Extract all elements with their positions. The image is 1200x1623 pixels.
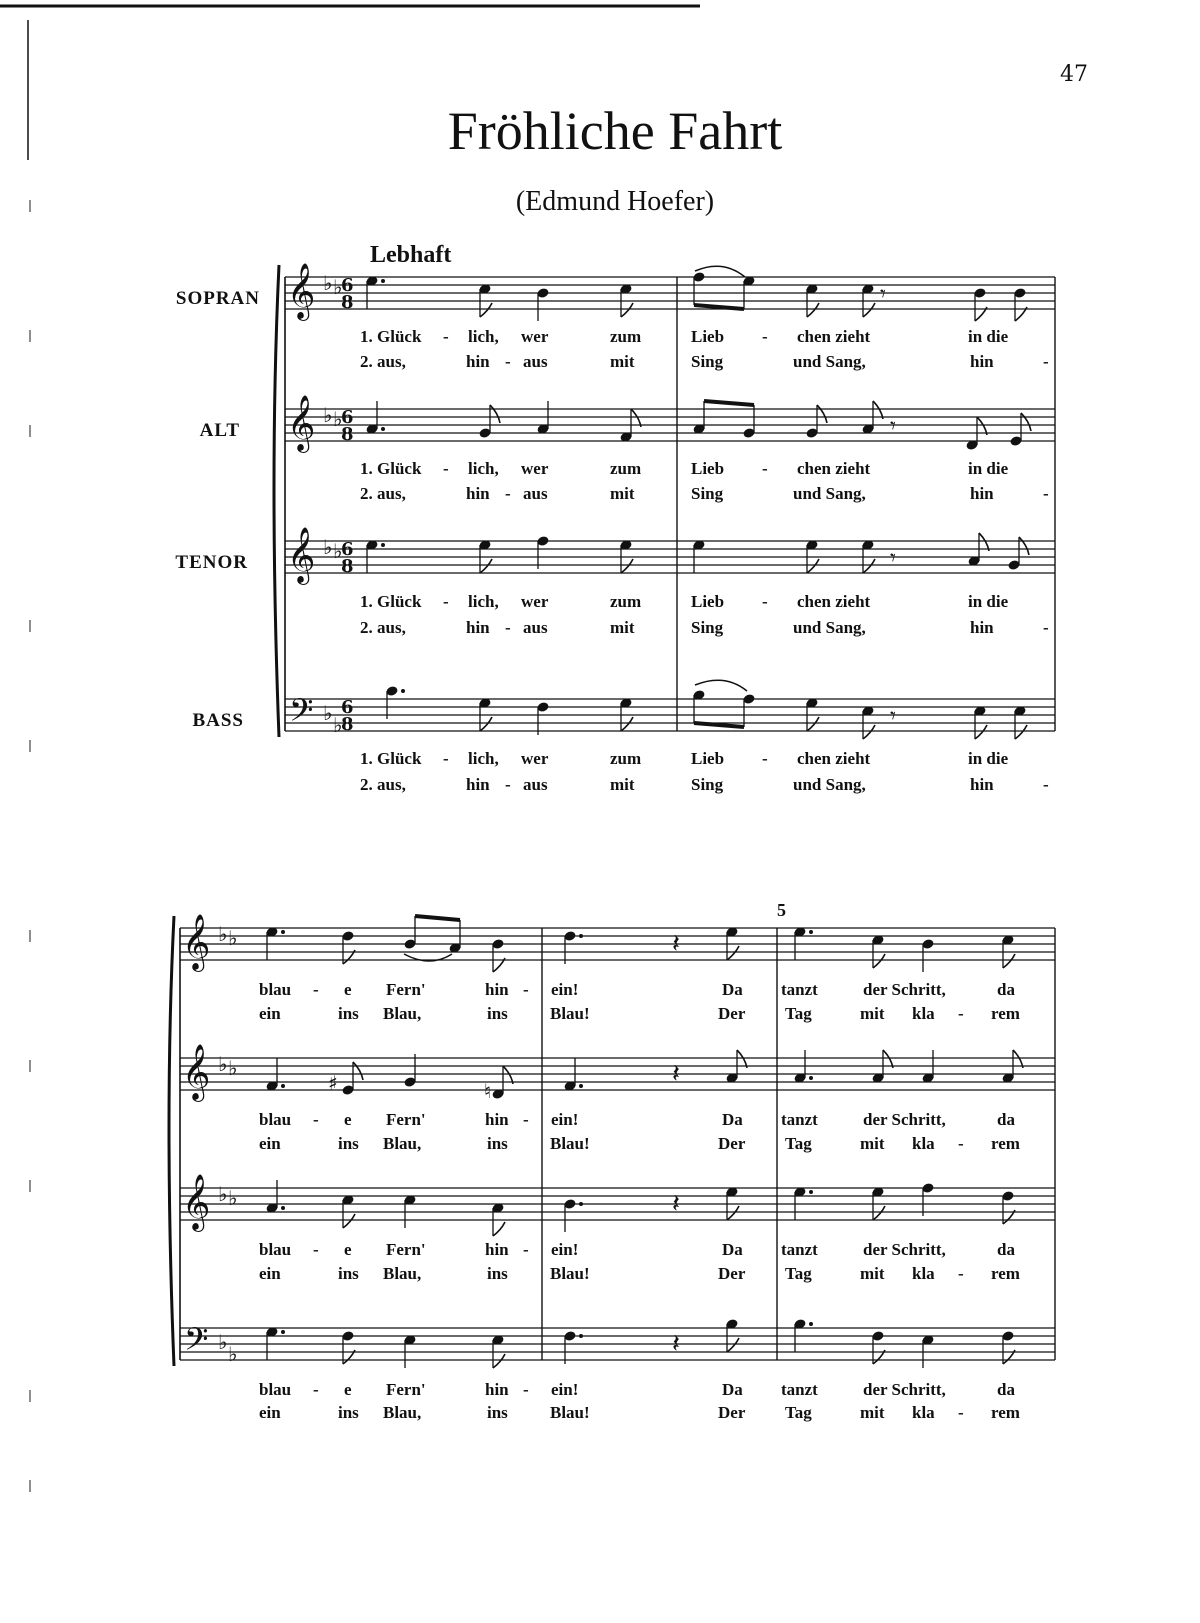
system2-alto-verse2-syllable: ins: [487, 1134, 508, 1153]
system1-tenor-verse1-syllable: Lieb: [691, 592, 725, 611]
system2-bass-verse1-syllable: -: [313, 1380, 319, 1399]
note-flag: [631, 409, 641, 427]
system2-alto-verse2-syllable: kla: [912, 1134, 935, 1153]
system1-bass-verse2-syllable: aus: [523, 775, 548, 794]
system1-alto-verse1-syllable: -: [762, 459, 768, 478]
note-flag: [807, 559, 819, 573]
system2-tenor-verse1-syllable: ein!: [551, 1240, 579, 1259]
note-dot: [281, 1206, 285, 1210]
system2-alto-verse2-syllable: mit: [860, 1134, 885, 1153]
system1-tenor-verse2-syllable: mit: [610, 618, 635, 637]
system2-tenor-verse1-syllable: blau: [259, 1240, 292, 1259]
system2-bass-verse2-syllable: Tag: [785, 1403, 812, 1422]
system2-bass-verse1-syllable: Fern': [386, 1380, 426, 1399]
note-flag: [873, 401, 883, 419]
system2-tenor-verse2-syllable: ins: [487, 1264, 508, 1283]
system1-alto-verse1-syllable: wer: [521, 459, 549, 478]
system1-bass-verse1-syllable: chen zieht: [797, 749, 871, 768]
system2-tenor-verse1-syllable: e: [344, 1240, 352, 1259]
system1-soprano-verse1-syllable: -: [762, 327, 768, 346]
system1-soprano-verse2-syllable: aus: [523, 352, 548, 371]
note-dot: [381, 543, 385, 547]
eighth-rest: 𝄾: [890, 414, 896, 439]
system2-tenor-verse1-syllable: tanzt: [781, 1240, 818, 1259]
system1-alto-verse1-syllable: in die: [968, 459, 1009, 478]
system2-tenor-verse1-syllable: Da: [722, 1240, 743, 1259]
note-flag: [979, 533, 989, 551]
system2-tenor-verse2-syllable: Blau!: [550, 1264, 590, 1283]
time-sig-bottom: 8: [341, 292, 354, 313]
system2-soprano-verse2-syllable: Der: [718, 1004, 746, 1023]
system1-alto-verse1-syllable: chen zieht: [797, 459, 871, 478]
system2-alto-verse2-syllable: Blau,: [383, 1134, 422, 1153]
system2-soprano-verse2-syllable: Tag: [785, 1004, 812, 1023]
system2-soprano-verse2-syllable: ein: [259, 1004, 281, 1023]
system2-bass-verse2-syllable: mit: [860, 1403, 885, 1422]
system1-alto-verse2-syllable: -: [1043, 484, 1049, 503]
note-flag: [480, 559, 492, 573]
system1-soprano-verse2-syllable: hin: [466, 352, 490, 371]
treble-clef-icon: 𝄞: [287, 395, 316, 451]
treble-clef-icon: 𝄞: [182, 914, 211, 970]
system1-tenor-verse2-syllable: -: [505, 618, 511, 637]
system2-bass-verse1-syllable: -: [523, 1380, 529, 1399]
system2-tenor-verse2-syllable: Tag: [785, 1264, 812, 1283]
system1-bass-verse2-syllable: -: [505, 775, 511, 794]
eighth-rest: 𝄾: [890, 704, 896, 729]
system1-alto-verse1-syllable: zum: [610, 459, 642, 478]
system2-bass-verse1-syllable: tanzt: [781, 1380, 818, 1399]
note-flag: [621, 303, 633, 317]
note-dot: [381, 279, 385, 283]
system2-soprano-verse1-syllable: e: [344, 980, 352, 999]
key-flat-icon: ♭: [228, 1186, 238, 1210]
note-flag: [737, 1050, 747, 1068]
system2-tenor-verse2-syllable: Blau,: [383, 1264, 422, 1283]
system2-tenor-verse2-syllable: kla: [912, 1264, 935, 1283]
system2-bass-verse1-syllable: Da: [722, 1380, 743, 1399]
system2-soprano-verse2-syllable: mit: [860, 1004, 885, 1023]
system1-soprano-verse1-syllable: wer: [521, 327, 549, 346]
system1-soprano-verse2-syllable: -: [505, 352, 511, 371]
system2-bass-verse1-syllable: blau: [259, 1380, 292, 1399]
note-flag: [975, 725, 987, 739]
key-flat-icon: ♭: [333, 275, 343, 299]
time-sig-top: 6: [341, 275, 354, 296]
system2-soprano-verse1-syllable: hin: [485, 980, 509, 999]
time-sig-bottom: 8: [341, 556, 354, 577]
system1-soprano-verse1-syllable: -: [443, 327, 449, 346]
system1-tenor-verse1-syllable: -: [443, 592, 449, 611]
treble-clef-icon: 𝄞: [182, 1174, 211, 1230]
key-flat-icon: ♭: [228, 926, 238, 950]
system1-bass-verse1-syllable: -: [443, 749, 449, 768]
system1-tenor-verse2-syllable: hin: [970, 618, 994, 637]
note-dot: [579, 934, 583, 938]
system2-alto-verse2-syllable: Der: [718, 1134, 746, 1153]
system2-tenor-verse1-syllable: hin: [485, 1240, 509, 1259]
system2-alto-verse1-syllable: Da: [722, 1110, 743, 1129]
system1-bass-verse2-syllable: Sing: [691, 775, 724, 794]
key-flat-icon: ♭: [333, 713, 343, 737]
page-number: 47: [1060, 62, 1088, 87]
note-flag: [883, 1050, 893, 1068]
note-dot: [401, 689, 405, 693]
note-flag: [727, 946, 739, 960]
system1-bracket: [274, 265, 279, 737]
note-flag: [873, 954, 885, 968]
note-flag: [621, 717, 633, 731]
time-sig-top: 6: [341, 407, 354, 428]
note-flag: [1003, 954, 1015, 968]
time-sig-bottom: 8: [341, 424, 354, 445]
system2-bass-verse2-syllable: rem: [991, 1403, 1020, 1422]
system2-bass-verse1-syllable: der Schritt,: [863, 1380, 946, 1399]
note-dot: [809, 1076, 813, 1080]
system1-tenor-verse1-syllable: -: [762, 592, 768, 611]
note-flag: [977, 417, 987, 435]
treble-clef-icon: 𝄞: [287, 263, 316, 319]
note-dot: [809, 1190, 813, 1194]
system2-tenor-verse1-syllable: -: [313, 1240, 319, 1259]
time-sig-top: 6: [341, 697, 354, 718]
note-flag: [1013, 1050, 1023, 1068]
key-flat-icon: ♭: [323, 403, 333, 427]
slur: [695, 680, 747, 691]
system2-bass-verse2-syllable: kla: [912, 1403, 935, 1422]
system1-soprano-verse2-syllable: mit: [610, 352, 635, 371]
system1-bass-verse2-syllable: hin: [466, 775, 490, 794]
key-flat-icon: ♭: [218, 1330, 228, 1354]
system1-tenor-verse2-syllable: hin: [466, 618, 490, 637]
key-flat-icon: ♭: [228, 1342, 238, 1366]
system1-tenor-verse2-syllable: Sing: [691, 618, 724, 637]
note-dot: [809, 930, 813, 934]
system2-soprano-verse1-syllable: der Schritt,: [863, 980, 946, 999]
system2-bass-verse2-syllable: Der: [718, 1403, 746, 1422]
key-flat-icon: ♭: [218, 1052, 228, 1076]
system2-bass-verse2-syllable: Blau!: [550, 1403, 590, 1422]
note-dot: [281, 1084, 285, 1088]
system2-alto-verse1-syllable: ein!: [551, 1110, 579, 1129]
system2-tenor-verse1-syllable: da: [997, 1240, 1015, 1259]
system1-tenor-verse2-syllable: 2. aus,: [360, 618, 406, 637]
system1-soprano-verse1-syllable: lich,: [468, 327, 499, 346]
system2-alto-verse1-syllable: der Schritt,: [863, 1110, 946, 1129]
system2-alto-verse1-syllable: e: [344, 1110, 352, 1129]
treble-clef-icon: 𝄞: [287, 527, 316, 583]
system1-bass-verse2-syllable: und Sang,: [793, 775, 866, 794]
system2-alto-verse2-syllable: -: [958, 1134, 964, 1153]
system2-alto-verse1-syllable: tanzt: [781, 1110, 818, 1129]
system1-alto-verse1-syllable: Lieb: [691, 459, 725, 478]
note-flag: [1019, 537, 1029, 555]
system1-alto-verse1-syllable: -: [443, 459, 449, 478]
note-flag: [353, 1062, 363, 1080]
system2-soprano-verse1-syllable: -: [313, 980, 319, 999]
system2-soprano-verse1-syllable: Fern': [386, 980, 426, 999]
system2-bass-verse1-syllable: hin: [485, 1380, 509, 1399]
system2-bass-verse2-syllable: ins: [487, 1403, 508, 1422]
system2-soprano-verse2-syllable: -: [958, 1004, 964, 1023]
note-flag: [490, 405, 500, 423]
system1-soprano-verse2-syllable: -: [1043, 352, 1049, 371]
system2-alto-verse1-syllable: -: [523, 1110, 529, 1129]
system1-soprano-verse1-syllable: zum: [610, 327, 642, 346]
key-flat-icon: ♭: [323, 535, 333, 559]
system2-alto-verse1-syllable: hin: [485, 1110, 509, 1129]
system1-tenor-verse1-syllable: in die: [968, 592, 1009, 611]
note-flag: [480, 303, 492, 317]
system1-soprano-verse2-syllable: hin: [970, 352, 994, 371]
quarter-rest: 𝄽: [672, 929, 680, 959]
system2-soprano-verse2-syllable: Blau,: [383, 1004, 422, 1023]
eighth-rest: 𝄾: [890, 546, 896, 571]
note-flag: [817, 405, 827, 423]
note-flag: [493, 1222, 505, 1236]
system1-bass-verse2-syllable: hin: [970, 775, 994, 794]
system2-bracket: [169, 916, 174, 1366]
system2-soprano-verse2-syllable: ins: [338, 1004, 359, 1023]
system1-alto-verse2-syllable: hin: [466, 484, 490, 503]
note-flag: [863, 725, 875, 739]
key-flat-icon: ♭: [333, 407, 343, 431]
system1-soprano-verse2-syllable: und Sang,: [793, 352, 866, 371]
system1-bass-verse1-syllable: lich,: [468, 749, 499, 768]
note-dot: [579, 1084, 583, 1088]
system2-soprano-verse1-syllable: da: [997, 980, 1015, 999]
system1-soprano-verse1-syllable: Lieb: [691, 327, 725, 346]
note-flag: [863, 559, 875, 573]
system1-tenor-verse2-syllable: und Sang,: [793, 618, 866, 637]
treble-clef-icon: 𝄞: [182, 1044, 211, 1100]
voice-label-tenor: TENOR: [175, 552, 248, 573]
eighth-rest: 𝄾: [880, 282, 886, 307]
system2-soprano-verse2-syllable: kla: [912, 1004, 935, 1023]
voice-label-bass: BASS: [192, 710, 244, 731]
time-sig-top: 6: [341, 539, 354, 560]
beam: [415, 916, 460, 920]
song-title: Fröhliche Fahrt: [447, 101, 783, 161]
note-dot: [281, 1330, 285, 1334]
system1-alto-verse2-syllable: -: [505, 484, 511, 503]
system2-soprano-verse2-syllable: ins: [487, 1004, 508, 1023]
note-flag: [493, 1354, 505, 1368]
note-dot: [381, 427, 385, 431]
system1-tenor-verse1-syllable: zum: [610, 592, 642, 611]
system2-bass-verse2-syllable: ins: [338, 1403, 359, 1422]
note-flag: [621, 559, 633, 573]
system2-bass-verse1-syllable: e: [344, 1380, 352, 1399]
key-flat-icon: ♭: [218, 1182, 228, 1206]
system2-soprano-verse1-syllable: blau: [259, 980, 292, 999]
system1-tenor-verse2-syllable: -: [1043, 618, 1049, 637]
system1-alto-verse1-syllable: lich,: [468, 459, 499, 478]
system1-soprano-verse1-syllable: in die: [968, 327, 1009, 346]
bass-clef-icon: 𝄢: [184, 1321, 209, 1365]
key-flat-icon: ♭: [323, 271, 333, 295]
system1-bass-verse1-syllable: wer: [521, 749, 549, 768]
sharp-icon: ♯: [328, 1071, 338, 1095]
system1-tenor-verse1-syllable: chen zieht: [797, 592, 871, 611]
system1-bass-verse1-syllable: Lieb: [691, 749, 725, 768]
system2-tenor-verse2-syllable: ein: [259, 1264, 281, 1283]
note-flag: [727, 1338, 739, 1352]
key-flat-icon: ♭: [218, 922, 228, 946]
note-flag: [503, 1066, 513, 1084]
time-sig-bottom: 8: [341, 714, 354, 735]
system2-tenor-verse2-syllable: ins: [338, 1264, 359, 1283]
system1-alto-verse1-syllable: 1. Glück: [360, 459, 422, 478]
note-dot: [281, 930, 285, 934]
system1-alto-verse2-syllable: 2. aus,: [360, 484, 406, 503]
note-dot: [579, 1202, 583, 1206]
note-flag: [863, 303, 875, 317]
system2-alto-verse1-syllable: blau: [259, 1110, 292, 1129]
system2-soprano-verse1-syllable: ein!: [551, 980, 579, 999]
system1-alto-verse2-syllable: hin: [970, 484, 994, 503]
tempo-marking: Lebhaft: [370, 242, 452, 268]
system1-bass-verse2-syllable: 2. aus,: [360, 775, 406, 794]
note-flag: [807, 717, 819, 731]
system1-alto-verse2-syllable: aus: [523, 484, 548, 503]
system1-bass-verse1-syllable: -: [762, 749, 768, 768]
system2-tenor-verse2-syllable: mit: [860, 1264, 885, 1283]
system1-soprano-verse1-syllable: chen zieht: [797, 327, 871, 346]
system1-tenor-verse1-syllable: wer: [521, 592, 549, 611]
measure-number: 5: [777, 900, 786, 920]
key-flat-icon: ♭: [323, 701, 333, 725]
note-flag: [343, 1214, 355, 1228]
system1-bass-verse1-syllable: in die: [968, 749, 1009, 768]
system2-alto-verse1-syllable: da: [997, 1110, 1015, 1129]
system1-bass-verse1-syllable: 1. Glück: [360, 749, 422, 768]
note-dot: [579, 1334, 583, 1338]
system1-tenor-verse1-syllable: 1. Glück: [360, 592, 422, 611]
note-flag: [1015, 725, 1027, 739]
system1-bass-verse1-syllable: zum: [610, 749, 642, 768]
system2-tenor-verse1-syllable: der Schritt,: [863, 1240, 946, 1259]
system2-bass-verse1-syllable: ein!: [551, 1380, 579, 1399]
system2-alto-verse2-syllable: Tag: [785, 1134, 812, 1153]
system2-alto-verse2-syllable: Blau!: [550, 1134, 590, 1153]
note-flag: [1021, 413, 1031, 431]
system2-bass-verse2-syllable: -: [958, 1403, 964, 1422]
system2-soprano-verse1-syllable: -: [523, 980, 529, 999]
system1-tenor-verse2-syllable: aus: [523, 618, 548, 637]
system2-tenor-verse1-syllable: Fern': [386, 1240, 426, 1259]
system1-alto-verse2-syllable: und Sang,: [793, 484, 866, 503]
quarter-rest: 𝄽: [672, 1059, 680, 1089]
system1-soprano-verse2-syllable: 2. aus,: [360, 352, 406, 371]
system2-alto-verse2-syllable: ein: [259, 1134, 281, 1153]
bass-clef-icon: 𝄢: [289, 692, 314, 736]
system1-soprano-verse1-syllable: 1. Glück: [360, 327, 422, 346]
system2-tenor-verse2-syllable: rem: [991, 1264, 1020, 1283]
system2-soprano-verse2-syllable: Blau!: [550, 1004, 590, 1023]
note-flag: [480, 717, 492, 731]
system2-tenor-verse2-syllable: -: [958, 1264, 964, 1283]
natural-icon: ♮: [484, 1079, 492, 1103]
beam: [704, 401, 754, 405]
system2-bass-verse2-syllable: ein: [259, 1403, 281, 1422]
voice-label-alto: ALT: [199, 420, 240, 441]
key-flat-icon: ♭: [228, 1056, 238, 1080]
system1-bass-verse2-syllable: mit: [610, 775, 635, 794]
system2-alto-verse1-syllable: -: [313, 1110, 319, 1129]
system1-bass-verse2-syllable: -: [1043, 775, 1049, 794]
note-dot: [809, 1322, 813, 1326]
key-flat-icon: ♭: [333, 539, 343, 563]
system2-tenor-verse2-syllable: Der: [718, 1264, 746, 1283]
quarter-rest: 𝄽: [672, 1329, 680, 1359]
system2-soprano-verse1-syllable: tanzt: [781, 980, 818, 999]
system1-alto-verse2-syllable: mit: [610, 484, 635, 503]
system2-bass-verse2-syllable: Blau,: [383, 1403, 422, 1422]
system2-tenor-verse1-syllable: -: [523, 1240, 529, 1259]
quarter-rest: 𝄽: [672, 1189, 680, 1219]
system2-soprano-verse1-syllable: Da: [722, 980, 743, 999]
system1-alto-verse2-syllable: Sing: [691, 484, 724, 503]
note-flag: [873, 1206, 885, 1220]
system2-alto-verse2-syllable: rem: [991, 1134, 1020, 1153]
system2-alto-verse1-syllable: Fern': [386, 1110, 426, 1129]
system2-bass-verse1-syllable: da: [997, 1380, 1015, 1399]
system2-alto-verse2-syllable: ins: [338, 1134, 359, 1153]
voice-label-soprano: SOPRAN: [175, 288, 260, 309]
system1-soprano-verse2-syllable: Sing: [691, 352, 724, 371]
note-flag: [727, 1206, 739, 1220]
system1-tenor-verse1-syllable: lich,: [468, 592, 499, 611]
note-flag: [807, 303, 819, 317]
song-subtitle: (Edmund Hoefer): [515, 186, 715, 217]
system2-soprano-verse2-syllable: rem: [991, 1004, 1020, 1023]
